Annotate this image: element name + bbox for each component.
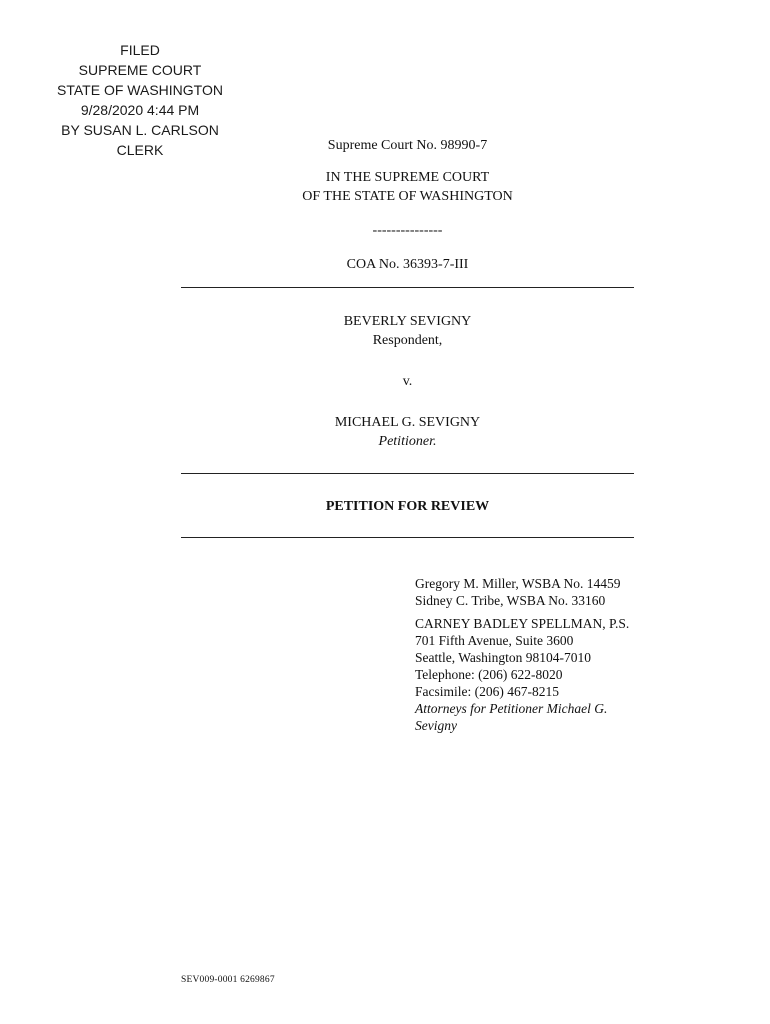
coa-number: COA No. 36393-7-III — [346, 257, 469, 272]
attorney-tribe: Sidney C. Tribe, WSBA No. 33160 — [415, 593, 606, 608]
divider-rule-1 — [181, 287, 634, 288]
stamp-filed: FILED — [120, 42, 160, 58]
document-id-footer: SEV009-0001 6269867 — [181, 975, 275, 985]
firm-telephone: Telephone: (206) 622-8020 — [415, 667, 563, 682]
firm-facsimile: Facsimile: (206) 467-8215 — [415, 684, 559, 699]
stamp-datetime: 9/28/2020 4:44 PM — [80, 102, 200, 118]
attorney-block — [415, 575, 655, 734]
supreme-court-number: Supreme Court No. 98990-7 — [327, 138, 488, 153]
firm-address-1: 701 Fifth Avenue, Suite 3600 — [415, 633, 574, 648]
attorney-role-line1: Attorneys for Petitioner Michael G. — [415, 701, 608, 716]
caption-separator: --------------- — [372, 223, 443, 238]
stamp-state: STATE OF WASHINGTON — [57, 82, 223, 98]
stamp-clerk-name: BY SUSAN L. CARLSON — [61, 122, 219, 138]
stamp-court: SUPREME COURT — [78, 62, 202, 78]
firm-address-2: Seattle, Washington 98104-7010 — [415, 650, 592, 665]
court-name-line1: IN THE SUPREME COURT — [325, 170, 490, 185]
attorney-miller: Gregory M. Miller, WSBA No. 14459 — [415, 576, 621, 591]
divider-rule-2 — [181, 473, 634, 474]
respondent-role: Respondent, — [372, 333, 443, 348]
stamp-clerk: CLERK — [116, 142, 164, 158]
respondent-name: BEVERLY SEVIGNY — [343, 314, 472, 329]
divider-rule-3 — [181, 537, 634, 538]
attorney-role-line2: Sevigny — [415, 718, 457, 733]
versus: v. — [402, 374, 413, 389]
court-name-line2: OF THE STATE OF WASHINGTON — [302, 189, 513, 204]
document-title: PETITION FOR REVIEW — [325, 499, 490, 514]
petitioner-name: MICHAEL G. SEVIGNY — [334, 415, 481, 430]
law-firm: CARNEY BADLEY SPELLMAN, P.S. — [415, 616, 630, 631]
petitioner-role: Petitioner. — [378, 434, 437, 449]
